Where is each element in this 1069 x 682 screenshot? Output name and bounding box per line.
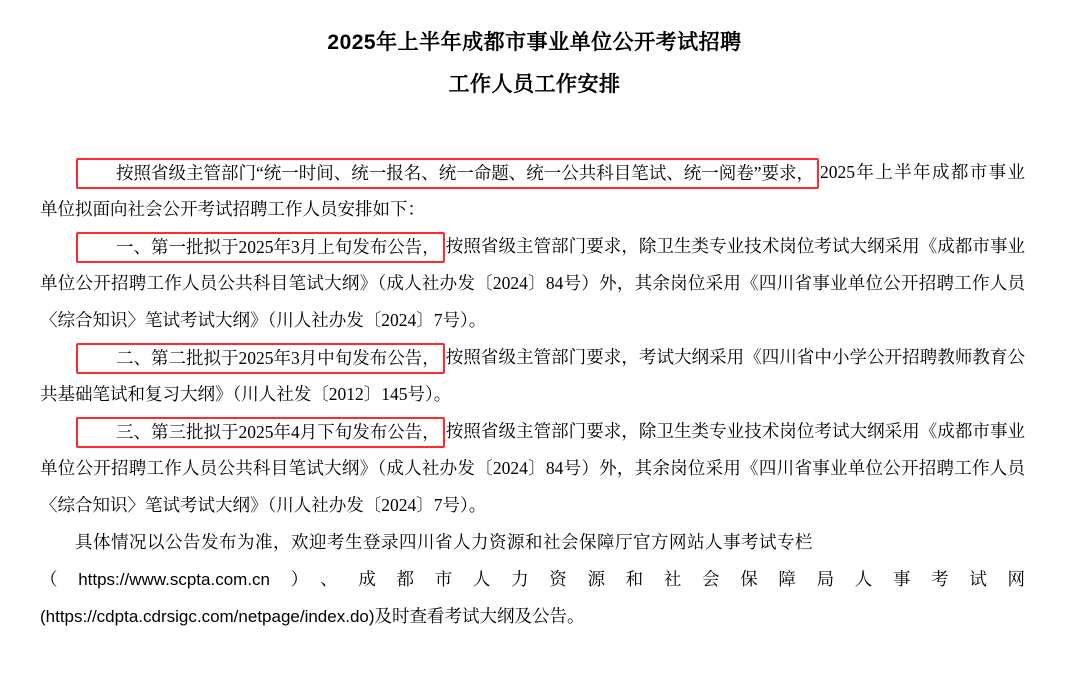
document-title bbox=[0, 0, 1069, 106]
paragraph-intro bbox=[40, 154, 1025, 228]
close-paren: ） bbox=[270, 569, 321, 589]
paragraph-batch-3-rest: 按照省级主管部门要求，除卫生类专业技术岗位考试大纲采用《成都市事业单位公开招聘工作人员公共科目笔试大纲》（成人社办发〔2024〕84号）外，其余岗位采用《四川省事业单位公开招聘工作人员〈综合知识〉笔试考试大纲》（川人社办发〔2024〕7号）。 bbox=[40, 421, 1025, 515]
closing-line-2-tail: 成都市人力资源和社会保障局人事考试网 bbox=[358, 569, 1026, 589]
title-line-1: 2025年上半年成都市事业单位公开考试招聘 bbox=[327, 31, 742, 54]
paragraph-batch-2-rest: 按照省级主管部门要求，考试大纲采用《四川省中小学公开招聘教师教育公共基础笔试和复习大纲》（川人社发〔2012〕145号）。 bbox=[40, 347, 1025, 404]
highlight-batch-2: 二、第二批拟于2025年3月中旬发布公告， bbox=[76, 343, 445, 374]
separator-comma: 、 bbox=[320, 569, 359, 589]
paragraph-batch-3 bbox=[40, 413, 1025, 524]
paragraph-closing-line-1 bbox=[40, 524, 1025, 561]
paragraph-batch-1 bbox=[40, 228, 1025, 339]
closing-lead-text: 具体情况以公告发布为准，欢迎考生登录四川省人力资源和社会保障厅官方网站人事考试专栏 bbox=[75, 532, 813, 552]
closing-line-3-tail: 及时查看考试大纲及公告。 bbox=[374, 606, 585, 626]
cdpta-url-link[interactable]: (https://cdpta.cdrsigc.com/netpage/index.do) bbox=[40, 607, 375, 626]
highlight-batch-3: 三、第三批拟于2025年4月下旬发布公告， bbox=[76, 417, 445, 448]
paragraph-closing-line-2 bbox=[40, 561, 1025, 598]
paragraph-batch-1-rest: 按照省级主管部门要求，除卫生类专业技术岗位考试大纲采用《成都市事业单位公开招聘工作人员公共科目笔试大纲》（成人社办发〔2024〕84号）外，其余岗位采用《四川省事业单位公开招聘工作人员〈综合知识〉笔试考试大纲》（川人社办发〔2024〕7号）。 bbox=[40, 236, 1025, 330]
document-body bbox=[0, 154, 1069, 635]
open-paren: （ bbox=[40, 569, 79, 589]
paragraph-intro-rest: 2025年上半年成都市事业单位拟面向社会公开考试招聘工作人员安排如下： bbox=[40, 162, 1025, 219]
paragraph-closing-line-3 bbox=[40, 598, 1025, 635]
scpta-url-link[interactable]: https://www.scpta.com.cn bbox=[78, 570, 270, 589]
title-line-2: 工作人员工作安排 bbox=[448, 73, 621, 96]
paragraph-batch-2 bbox=[40, 339, 1025, 413]
highlight-intro: 按照省级主管部门“统一时间、统一报名、统一命题、统一公共科目笔试、统一阅卷”要求， bbox=[76, 158, 819, 189]
highlight-batch-1: 一、第一批拟于2025年3月上旬发布公告， bbox=[76, 232, 445, 263]
